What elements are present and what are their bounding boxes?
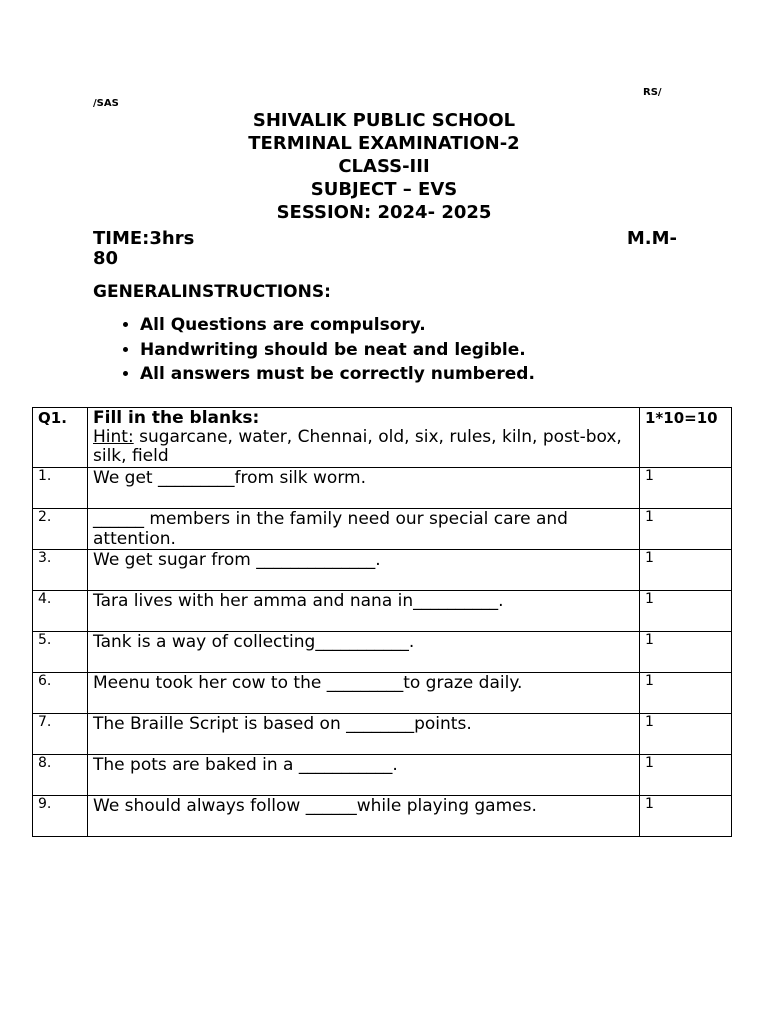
row-number: 6. [33,673,88,714]
row-number: 8. [33,755,88,796]
row-text: We should always follow ______while playing games. [88,796,640,837]
exam-name: TERMINAL EXAMINATION-2 [248,133,520,154]
row-marks: 1 [640,591,732,632]
time-label: TIME:3hrs [93,228,195,249]
row-text: Tara lives with her amma and nana in__________. [88,591,640,632]
document-code-left: /SAS [93,98,119,109]
table-row [33,509,732,550]
row-text: Tank is a way of collecting___________. [88,632,640,673]
instruction-item: • Handwriting should be neat and legible. [140,338,535,363]
table-row [33,714,732,755]
table-row [33,468,732,509]
table-row [33,550,732,591]
row-number: 1. [33,468,88,509]
table-row [33,591,732,632]
session-name: SESSION: 2024- 2025 [276,202,492,223]
question-number: Q1. [33,408,88,468]
instructions-heading: GENERALINSTRUCTIONS: [93,282,331,302]
max-marks-label: M.M- [626,228,677,249]
row-marks: 1 [640,468,732,509]
row-text: The pots are baked in a ___________. [88,755,640,796]
hint-line [93,428,634,466]
document-code-right: RS/ [643,87,662,98]
subject-name: SUBJECT – EVS [310,179,458,200]
row-number: 2. [33,509,88,550]
row-text: We get _________from silk worm. [88,468,640,509]
row-marks: 1 [640,796,732,837]
question-marks: 1*10=10 [640,408,732,468]
question-title: Fill in the blanks: [93,408,260,428]
instructions-list [95,313,535,387]
row-text: ______ members in the family need our special care and attention. [88,509,640,550]
class-name: CLASS-III [338,156,430,177]
question-cell [88,408,640,468]
school-name: SHIVALIK PUBLIC SCHOOL [252,110,516,131]
instruction-item: • All Questions are compulsory. [140,313,535,338]
row-marks: 1 [640,509,732,550]
row-text: We get sugar from ______________. [88,550,640,591]
row-marks: 1 [640,673,732,714]
row-marks: 1 [640,550,732,591]
hint-text: sugarcane, water, Chennai, old, six, rules, kiln, post-box, silk, field [93,427,622,466]
row-number: 5. [33,632,88,673]
row-marks: 1 [640,714,732,755]
row-number: 4. [33,591,88,632]
exam-header [0,109,768,224]
row-number: 3. [33,550,88,591]
row-text: Meenu took her cow to the _________to graze daily. [88,673,640,714]
table-row [33,632,732,673]
instruction-item: • All answers must be correctly numbered. [140,362,535,387]
hint-label: Hint: [93,427,134,447]
max-marks-value: 80 [93,248,119,269]
table-row [33,796,732,837]
question-header-row [33,408,732,468]
table-row [33,755,732,796]
questions-table [32,407,732,837]
row-marks: 1 [640,755,732,796]
row-text: The Braille Script is based on ________points. [88,714,640,755]
row-number: 7. [33,714,88,755]
table-row [33,673,732,714]
row-number: 9. [33,796,88,837]
row-marks: 1 [640,632,732,673]
